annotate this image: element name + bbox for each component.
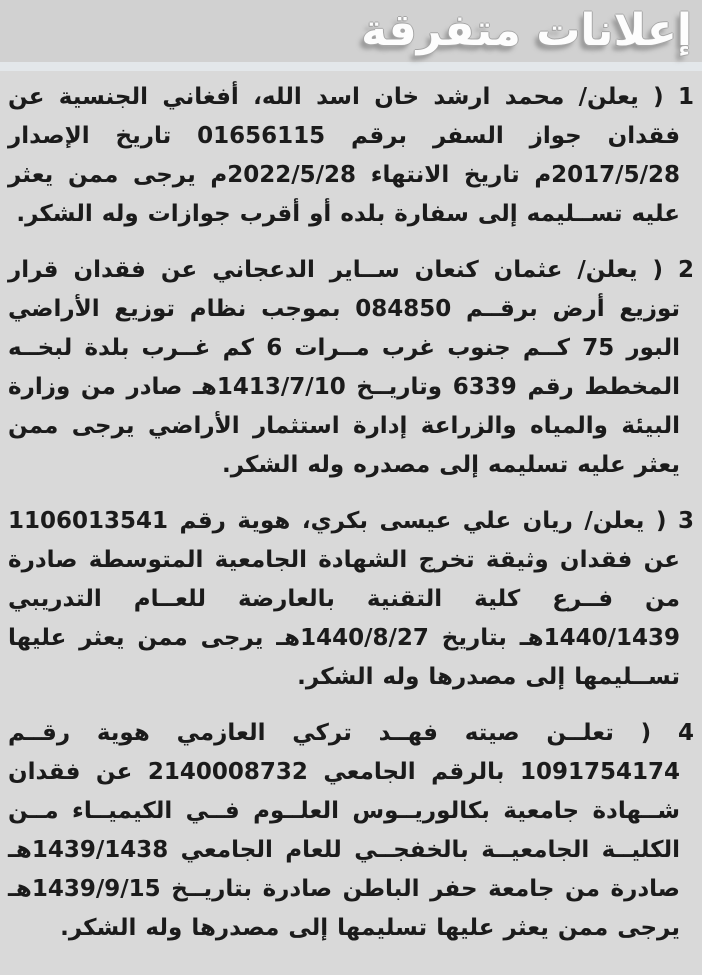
announcement-1-number: 1 ( <box>653 84 694 110</box>
section-masthead <box>0 0 702 62</box>
announcement-4-text: تعلــن صيته فهــد تركي العازمي هوية رقــم 1091754174 بالرقم الجامعي 2140008732 عن فقدان شــهادة جامعية بكالوريــوس العلــوم فــي الكيميــاء مــن الكليــة الجامعيــة بالخفجــي للعام الجامعي 1439/1438هـ صادرة من جامعة حفر الباطن صادرة بتاريــخ 1439/9/15هـ يرجى ممن يعثر عليها تسليمها إلى مصدرها وله الشكر. <box>8 720 680 941</box>
section-title: إعلانات متفرقة <box>361 5 692 56</box>
announcement-1-text: يعلن/ محمد ارشد خان اسد الله، أفغاني الجنسية عن فقدان جواز السفر برقم 01656115 تاريخ الإصدار 2017/5/28م تاريخ الانتهاء 2022/5/28م يرجى ممن يعثر عليه تســليمه إلى سفارة بلده أو أقرب جوازات وله الشكر. <box>8 84 681 227</box>
announcement-item-2 <box>8 251 694 485</box>
announcement-4-number: 4 ( <box>640 720 694 746</box>
announcement-item-3 <box>8 502 694 697</box>
announcements-list <box>0 71 702 948</box>
announcement-2-text: يعلن/ عثمان كنعان ســاير الدعجاني عن فقدان قرار توزيع أرض برقــم 084850 بموجب نظام توزيع الأراضي البور 75 كــم جنوب غرب مــرات 6 كم غــرب بلدة لبخــه المخطط رقم 6339 وتاريــخ 1413/7/10هـ صادر من وزارة البيئة والمياه والزراعة إدارة استثمار الأراضي يرجى ممن يعثر عليه تسليمه إلى مصدره وله الشكر. <box>8 257 681 478</box>
masthead-separator <box>0 62 702 71</box>
announcement-item-1 <box>8 78 694 234</box>
announcement-item-4 <box>8 714 694 948</box>
announcement-2-number: 2 ( <box>652 257 694 283</box>
announcement-3-text: يعلن/ ريان علي عيسى بكري، هوية رقم 1106013541 عن فقدان وثيقة تخرج الشهادة الجامعية المتوسطة صادرة من فــرع كلية التقنية بالعارضة للعــام التدريبي 1440/1439هـ بتاريخ 1440/8/27هـ يرجى ممن يعثر عليها تســليمها إلى مصدرها وله الشكر. <box>8 508 681 690</box>
announcement-3-number: 3 ( <box>655 508 694 534</box>
